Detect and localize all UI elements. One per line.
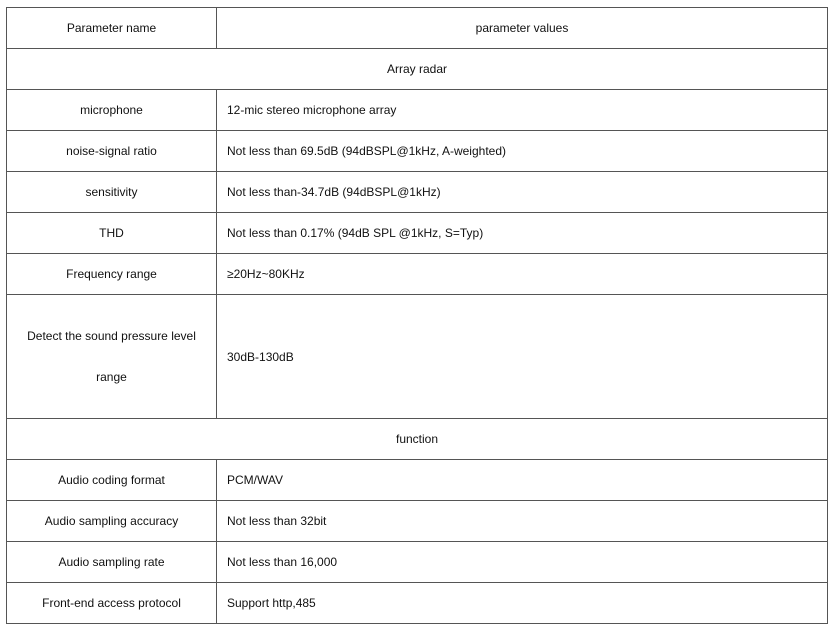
param-name: microphone xyxy=(7,90,217,131)
table-row xyxy=(7,460,828,501)
param-name: THD xyxy=(7,213,217,254)
header-parameter-name: Parameter name xyxy=(7,8,217,49)
param-value: Not less than 69.5dB (94dBSPL@1kHz, A-weighted) xyxy=(217,131,828,172)
param-name: Front-end access protocol xyxy=(7,583,217,624)
section-title-array-radar: Array radar xyxy=(7,49,828,90)
param-value: Not less than-34.7dB (94dBSPL@1kHz) xyxy=(217,172,828,213)
param-value: Not less than 0.17% (94dB SPL @1kHz, S=Typ) xyxy=(217,213,828,254)
table-row xyxy=(7,542,828,583)
table-row xyxy=(7,501,828,542)
param-value: 12-mic stereo microphone array xyxy=(217,90,828,131)
table-row xyxy=(7,172,828,213)
param-value: ≥20Hz~80KHz xyxy=(217,254,828,295)
param-name: sensitivity xyxy=(7,172,217,213)
table-row xyxy=(7,583,828,624)
section-row xyxy=(7,49,828,90)
param-name: Audio sampling rate xyxy=(7,542,217,583)
table-header-row xyxy=(7,8,828,49)
section-title-function: function xyxy=(7,419,828,460)
section-row xyxy=(7,419,828,460)
param-name: Detect the sound pressure level range xyxy=(7,295,217,419)
param-value: Not less than 16,000 xyxy=(217,542,828,583)
spec-table xyxy=(6,7,828,624)
param-value: Support http,485 xyxy=(217,583,828,624)
param-value: Not less than 32bit xyxy=(217,501,828,542)
table-row xyxy=(7,295,828,419)
table-row xyxy=(7,213,828,254)
param-name: Audio sampling accuracy xyxy=(7,501,217,542)
table-row xyxy=(7,254,828,295)
table-row xyxy=(7,131,828,172)
param-value: 30dB-130dB xyxy=(217,295,828,419)
param-name: Audio coding format xyxy=(7,460,217,501)
header-parameter-values: parameter values xyxy=(217,8,828,49)
table-row xyxy=(7,90,828,131)
param-value: PCM/WAV xyxy=(217,460,828,501)
param-name: Frequency range xyxy=(7,254,217,295)
param-name: noise-signal ratio xyxy=(7,131,217,172)
